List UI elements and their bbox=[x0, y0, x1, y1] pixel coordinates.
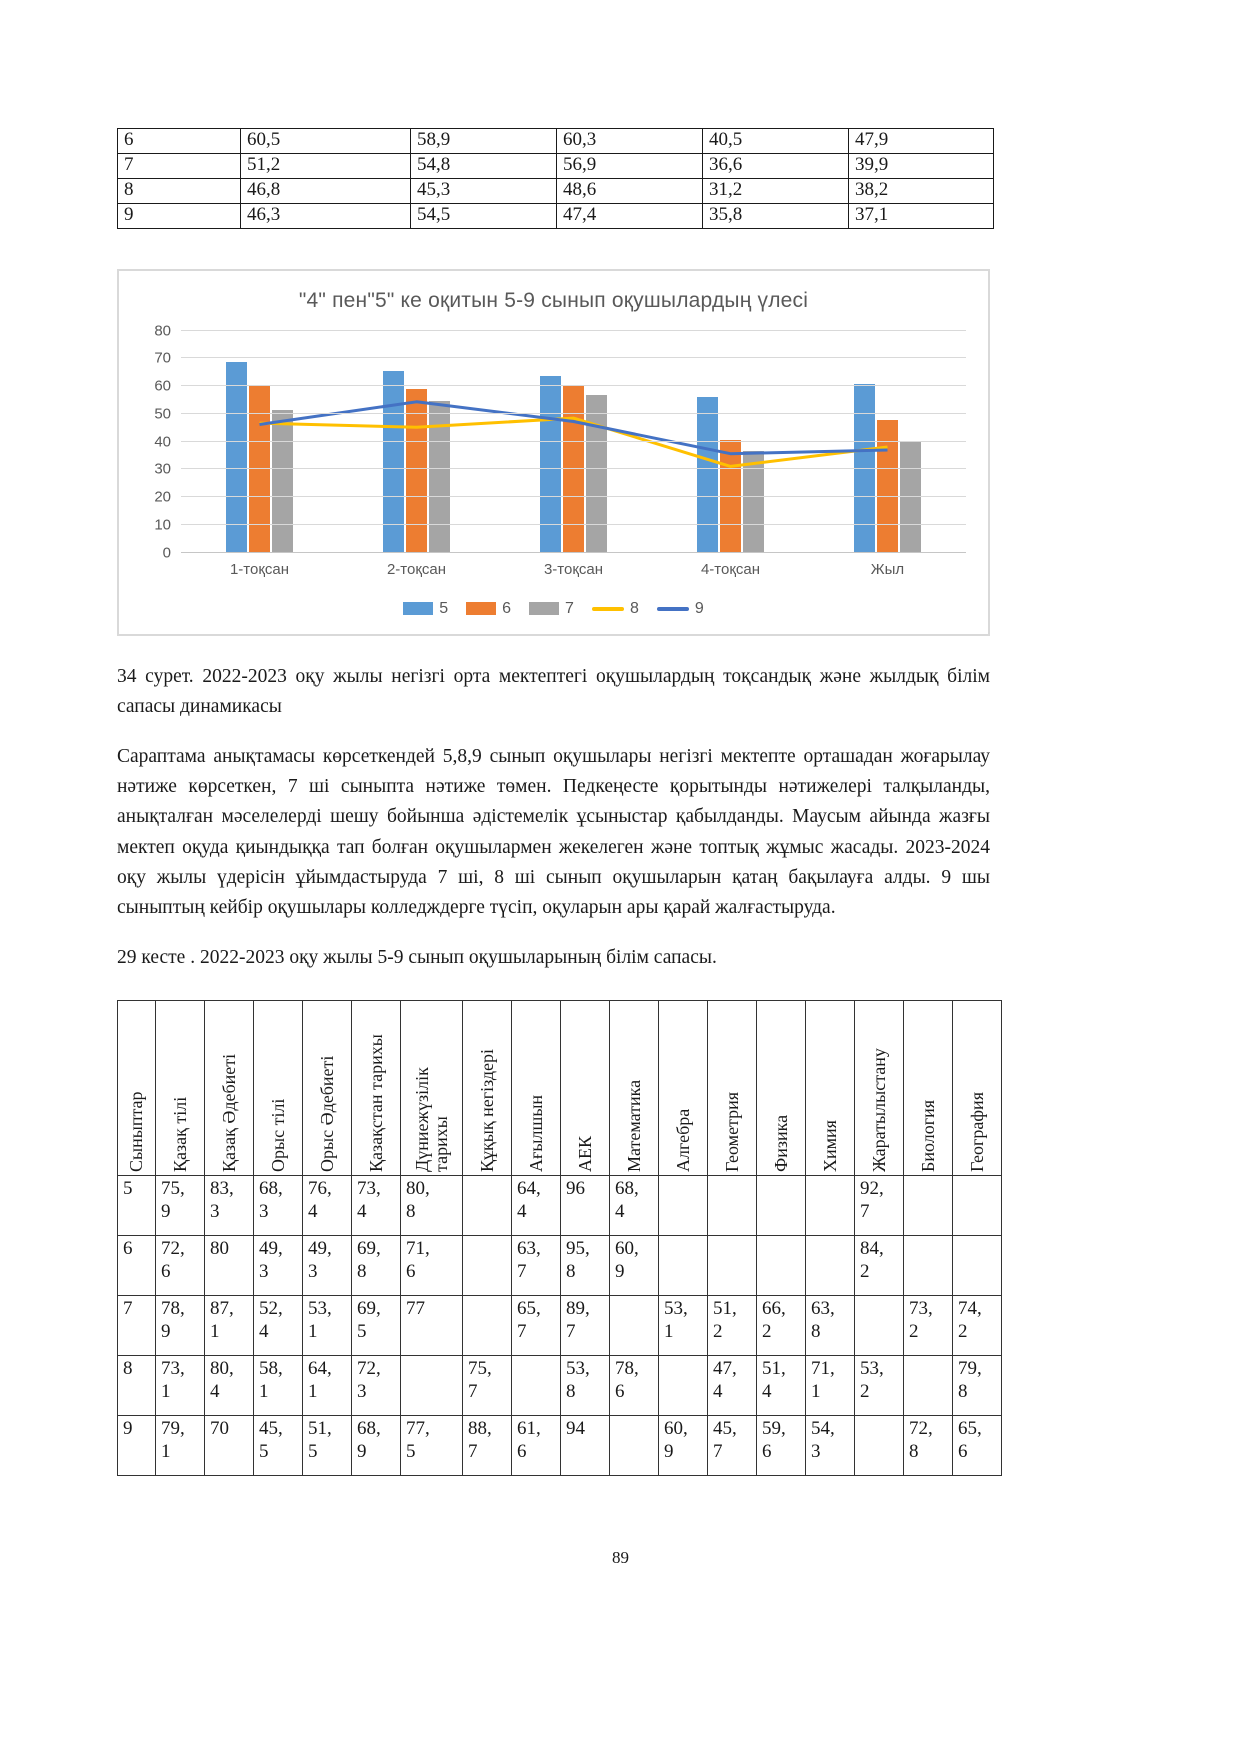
legend-label: 5 bbox=[439, 599, 449, 617]
score-cell: 73, 4 bbox=[352, 1175, 401, 1235]
score-cell bbox=[512, 1355, 561, 1415]
score-cell: 71, 1 bbox=[806, 1355, 855, 1415]
column-header-label: Геометрия bbox=[721, 1091, 742, 1172]
score-cell: 60, 9 bbox=[610, 1235, 659, 1295]
chart-x-axis bbox=[181, 561, 966, 578]
score-cell: 78, 9 bbox=[156, 1295, 205, 1355]
table-cell: 60,3 bbox=[557, 129, 703, 154]
score-cell: 54, 3 bbox=[806, 1415, 855, 1475]
score-cell: 73, 2 bbox=[904, 1295, 953, 1355]
chart-line-overlay bbox=[181, 331, 966, 553]
gridline bbox=[181, 413, 966, 414]
column-header-label: Құқық негіздері bbox=[476, 1048, 497, 1172]
y-axis-tick-label: 30 bbox=[154, 460, 171, 478]
score-cell: 92, 7 bbox=[855, 1175, 904, 1235]
table-cell: 47,4 bbox=[557, 203, 703, 228]
table-cell: 8 bbox=[118, 178, 241, 203]
x-axis-category-label: 4-тоқсан bbox=[700, 560, 761, 578]
legend-item-6 bbox=[466, 600, 511, 618]
score-cell: 84, 2 bbox=[855, 1235, 904, 1295]
score-cell bbox=[953, 1235, 1002, 1295]
score-cell: 51, 2 bbox=[708, 1295, 757, 1355]
score-cell: 45, 7 bbox=[708, 1415, 757, 1475]
column-header-label: Орыс Әдебиеті bbox=[316, 1055, 337, 1172]
table-cell: 39,9 bbox=[849, 153, 994, 178]
score-cell bbox=[659, 1235, 708, 1295]
y-axis-tick-label: 0 bbox=[162, 544, 171, 562]
line-series-8 bbox=[260, 418, 888, 466]
score-cell: 77 bbox=[401, 1295, 463, 1355]
legend-item-7 bbox=[529, 600, 574, 618]
column-header bbox=[352, 1000, 401, 1175]
table-cell: 47,9 bbox=[849, 129, 994, 154]
score-cell: 80 bbox=[205, 1235, 254, 1295]
column-header-label: Химия bbox=[819, 1119, 840, 1172]
score-cell: 68, 4 bbox=[610, 1175, 659, 1235]
table-cell: 37,1 bbox=[849, 203, 994, 228]
legend-line-icon bbox=[657, 607, 689, 611]
column-header-label: Орыс тілі bbox=[267, 1098, 288, 1172]
column-header bbox=[610, 1000, 659, 1175]
score-cell: 65, 6 bbox=[953, 1415, 1002, 1475]
column-header bbox=[205, 1000, 254, 1175]
column-header bbox=[512, 1000, 561, 1175]
table-cell: 9 bbox=[118, 203, 241, 228]
table-row bbox=[118, 1235, 1002, 1295]
score-cell: 73, 1 bbox=[156, 1355, 205, 1415]
x-axis-category-label: 2-тоқсан bbox=[386, 560, 447, 578]
score-cell: 53, 8 bbox=[561, 1355, 610, 1415]
score-cell: 63, 7 bbox=[512, 1235, 561, 1295]
table-cell: 54,8 bbox=[411, 153, 557, 178]
table-cell: 46,3 bbox=[241, 203, 411, 228]
score-cell: 80, 4 bbox=[205, 1355, 254, 1415]
column-header bbox=[156, 1000, 205, 1175]
score-cell: 69, 5 bbox=[352, 1295, 401, 1355]
legend-item-9 bbox=[657, 600, 704, 618]
column-header bbox=[659, 1000, 708, 1175]
document-page bbox=[117, 0, 990, 1476]
column-header bbox=[254, 1000, 303, 1175]
column-header bbox=[855, 1000, 904, 1175]
score-cell: 68, 3 bbox=[254, 1175, 303, 1235]
column-header bbox=[708, 1000, 757, 1175]
y-axis-tick-label: 40 bbox=[154, 433, 171, 451]
legend-swatch-icon bbox=[529, 602, 559, 615]
score-cell: 78, 6 bbox=[610, 1355, 659, 1415]
y-axis-tick-label: 10 bbox=[154, 516, 171, 534]
score-cell: 53, 1 bbox=[659, 1295, 708, 1355]
score-cell: 77, 5 bbox=[401, 1415, 463, 1475]
score-cell: 66, 2 bbox=[757, 1295, 806, 1355]
score-cell: 60, 9 bbox=[659, 1415, 708, 1475]
gridline bbox=[181, 385, 966, 386]
line-series-9 bbox=[260, 401, 888, 453]
score-cell: 49, 3 bbox=[303, 1235, 352, 1295]
table-cell: 51,2 bbox=[241, 153, 411, 178]
column-header-label: АЕК bbox=[574, 1135, 595, 1172]
score-cell bbox=[855, 1295, 904, 1355]
table-cell: 54,5 bbox=[411, 203, 557, 228]
table-cell: 38,2 bbox=[849, 178, 994, 203]
chart-title: "4" пен"5" ке оқитын 5-9 сынып оқушылардың үлесі bbox=[298, 288, 809, 312]
score-cell bbox=[904, 1235, 953, 1295]
score-cell: 96 bbox=[561, 1175, 610, 1235]
score-cell bbox=[806, 1175, 855, 1235]
table-row bbox=[118, 1295, 1002, 1355]
table-cell: 56,9 bbox=[557, 153, 703, 178]
column-header-label: Биология bbox=[917, 1099, 938, 1172]
gridline bbox=[181, 330, 966, 331]
grade-cell: 9 bbox=[118, 1415, 156, 1475]
score-cell: 87, 1 bbox=[205, 1295, 254, 1355]
score-cell: 64, 1 bbox=[303, 1355, 352, 1415]
score-cell: 72, 6 bbox=[156, 1235, 205, 1295]
x-axis-category-label: Жыл bbox=[870, 560, 905, 578]
column-header-label: Қазақ тілі bbox=[169, 1096, 190, 1172]
chart-legend bbox=[131, 600, 976, 618]
table-cell: 45,3 bbox=[411, 178, 557, 203]
x-axis-category-label: 1-тоқсан bbox=[229, 560, 290, 578]
table-cell: 48,6 bbox=[557, 178, 703, 203]
score-cell bbox=[708, 1235, 757, 1295]
score-cell: 74, 2 bbox=[953, 1295, 1002, 1355]
column-header-label: Дүниежүзілік тарихы bbox=[411, 1066, 451, 1172]
column-header-label: Математика bbox=[623, 1079, 644, 1172]
column-header bbox=[401, 1000, 463, 1175]
score-cell: 59, 6 bbox=[757, 1415, 806, 1475]
score-cell bbox=[757, 1235, 806, 1295]
table-row bbox=[118, 1415, 1002, 1475]
score-cell: 88, 7 bbox=[463, 1415, 512, 1475]
legend-item-8 bbox=[592, 600, 639, 618]
column-header-label: География bbox=[966, 1091, 987, 1172]
y-axis-tick-label: 60 bbox=[154, 377, 171, 395]
grade-cell: 5 bbox=[118, 1175, 156, 1235]
gridline bbox=[181, 468, 966, 469]
column-header-label: Қазақстан тарихы bbox=[365, 1033, 386, 1172]
y-axis-tick-label: 20 bbox=[154, 488, 171, 506]
score-cell: 45, 5 bbox=[254, 1415, 303, 1475]
score-cell bbox=[806, 1235, 855, 1295]
gridline bbox=[181, 441, 966, 442]
quarterly-quality-table bbox=[117, 128, 994, 229]
score-cell: 53, 1 bbox=[303, 1295, 352, 1355]
score-cell bbox=[953, 1175, 1002, 1235]
legend-swatch-icon bbox=[403, 602, 433, 615]
score-cell: 64, 4 bbox=[512, 1175, 561, 1235]
table-row bbox=[118, 203, 994, 228]
table-caption: 29 кесте . 2022-2023 оқу жылы 5-9 сынып оқушыларының білім сапасы. bbox=[117, 947, 717, 969]
table-row bbox=[118, 1175, 1002, 1235]
score-cell bbox=[708, 1175, 757, 1235]
score-cell: 69, 8 bbox=[352, 1235, 401, 1295]
y-axis-tick-label: 80 bbox=[154, 322, 171, 340]
legend-label: 6 bbox=[502, 599, 512, 617]
table-cell: 60,5 bbox=[241, 129, 411, 154]
gridline bbox=[181, 496, 966, 497]
score-cell: 75, 9 bbox=[156, 1175, 205, 1235]
table-row bbox=[118, 129, 994, 154]
score-cell: 70 bbox=[205, 1415, 254, 1475]
score-cell: 80, 8 bbox=[401, 1175, 463, 1235]
legend-label: 9 bbox=[694, 599, 704, 617]
score-cell bbox=[463, 1175, 512, 1235]
score-cell: 47, 4 bbox=[708, 1355, 757, 1415]
score-cell: 89, 7 bbox=[561, 1295, 610, 1355]
table-row bbox=[118, 153, 994, 178]
score-cell: 71, 6 bbox=[401, 1235, 463, 1295]
legend-item-5 bbox=[403, 600, 448, 618]
table-cell: 58,9 bbox=[411, 129, 557, 154]
grade-cell: 7 bbox=[118, 1295, 156, 1355]
score-cell: 94 bbox=[561, 1415, 610, 1475]
score-cell bbox=[659, 1355, 708, 1415]
column-header-label: Ағылшын bbox=[525, 1094, 546, 1172]
table-cell: 36,6 bbox=[703, 153, 849, 178]
y-axis-tick-label: 50 bbox=[154, 405, 171, 423]
chart-plot-area bbox=[154, 322, 966, 562]
score-cell: 79, 1 bbox=[156, 1415, 205, 1475]
score-cell bbox=[401, 1355, 463, 1415]
x-axis-line bbox=[181, 552, 966, 553]
column-header bbox=[806, 1000, 855, 1175]
table-row bbox=[118, 1355, 1002, 1415]
legend-label: 7 bbox=[565, 599, 574, 617]
column-header-label: Жаратылыстану bbox=[868, 1047, 889, 1172]
column-header bbox=[118, 1000, 156, 1175]
table-row bbox=[118, 178, 994, 203]
table-cell: 31,2 bbox=[703, 178, 849, 203]
table-cell: 40,5 bbox=[703, 129, 849, 154]
score-cell bbox=[463, 1235, 512, 1295]
score-cell: 83, 3 bbox=[205, 1175, 254, 1235]
column-header bbox=[953, 1000, 1002, 1175]
score-cell: 63, 8 bbox=[806, 1295, 855, 1355]
column-header-label: Сыныптар bbox=[126, 1090, 147, 1172]
column-header-label: Физика bbox=[770, 1114, 791, 1172]
legend-swatch-icon bbox=[466, 602, 496, 615]
column-header bbox=[561, 1000, 610, 1175]
score-cell: 79, 8 bbox=[953, 1355, 1002, 1415]
column-header-label: Қазақ Әдебиеті bbox=[218, 1053, 239, 1172]
quality-dynamics-chart bbox=[117, 269, 990, 636]
score-cell bbox=[659, 1175, 708, 1235]
y-axis-tick-label: 70 bbox=[154, 349, 171, 367]
table-cell: 35,8 bbox=[703, 203, 849, 228]
score-cell bbox=[904, 1355, 953, 1415]
score-cell: 76, 4 bbox=[303, 1175, 352, 1235]
legend-line-icon bbox=[592, 607, 624, 611]
gridline bbox=[181, 524, 966, 525]
score-cell: 51, 4 bbox=[757, 1355, 806, 1415]
score-cell: 51, 5 bbox=[303, 1415, 352, 1475]
grade-cell: 6 bbox=[118, 1235, 156, 1295]
analysis-paragraph: Сараптама анықтамасы көрсеткендей 5,8,9 сынып оқушылары негізгі мектепте орташадан жоғарылау нәтиже көрсеткен, 7 ші сыныпта нәтиже төмен. Педкеңесте қорытынды нәтижелері талқыланды, анықталған мәселелерді шешу бойынша әдістемелік ұсыныстар қабылданды. Маусым айында жазғы мектеп оқуда қиындыққа тап болған оқушылармен жекелеген және топтық жұмыс жасады. 2023-2024 оқу жылы үдерісін ұйымдастыруда 7 ші, 8 ші сынып оқушыларын қатаң бақылауға алды. 9 шы сыныптың кейбір оқушылары колледждерге түсіп, оқуларын ары қарай жалғастыруда. bbox=[117, 746, 990, 919]
score-cell: 58, 1 bbox=[254, 1355, 303, 1415]
score-cell: 75, 7 bbox=[463, 1355, 512, 1415]
column-header bbox=[757, 1000, 806, 1175]
legend-label: 8 bbox=[629, 599, 639, 617]
page-number: 89 bbox=[612, 1548, 629, 1567]
score-cell bbox=[463, 1295, 512, 1355]
column-header-label: Алгебра bbox=[672, 1108, 693, 1172]
score-cell: 49, 3 bbox=[254, 1235, 303, 1295]
score-cell bbox=[610, 1295, 659, 1355]
score-cell bbox=[610, 1415, 659, 1475]
column-header bbox=[463, 1000, 512, 1175]
column-header bbox=[904, 1000, 953, 1175]
score-cell bbox=[904, 1175, 953, 1235]
score-cell bbox=[757, 1175, 806, 1235]
gridline bbox=[181, 357, 966, 358]
table-cell: 6 bbox=[118, 129, 241, 154]
table-cell: 46,8 bbox=[241, 178, 411, 203]
column-header bbox=[303, 1000, 352, 1175]
score-cell: 72, 3 bbox=[352, 1355, 401, 1415]
score-cell: 53, 2 bbox=[855, 1355, 904, 1415]
figure-caption: 34 сурет. 2022-2023 оқу жылы негізгі орта мектептегі оқушылардың тоқсандық және жылдық білім сапасы динамикасы bbox=[117, 665, 990, 717]
grade-cell: 8 bbox=[118, 1355, 156, 1415]
score-cell: 72, 8 bbox=[904, 1415, 953, 1475]
score-cell: 61, 6 bbox=[512, 1415, 561, 1475]
x-axis-category-label: 3-тоқсан bbox=[543, 560, 604, 578]
table-cell: 7 bbox=[118, 153, 241, 178]
score-cell: 68, 9 bbox=[352, 1415, 401, 1475]
score-cell: 52, 4 bbox=[254, 1295, 303, 1355]
score-cell bbox=[855, 1415, 904, 1475]
score-cell: 65, 7 bbox=[512, 1295, 561, 1355]
score-cell: 95, 8 bbox=[561, 1235, 610, 1295]
subject-quality-table bbox=[117, 1000, 1002, 1476]
